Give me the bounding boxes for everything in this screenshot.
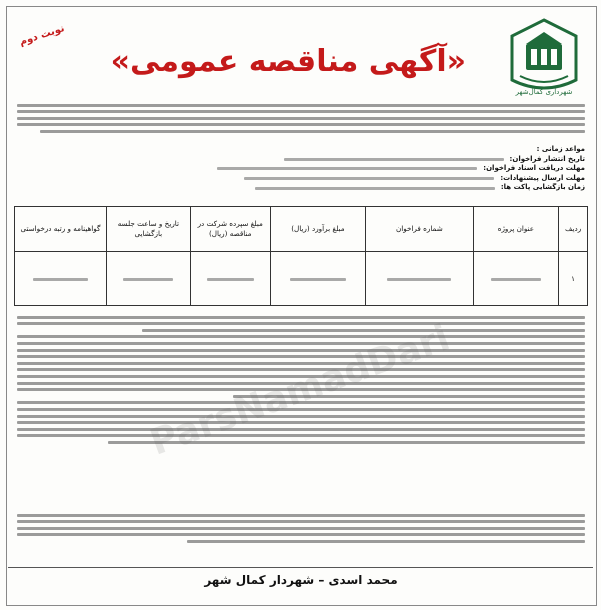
- notice-title: «آگهی مناقصه عمومی»: [110, 44, 466, 79]
- conditions-paragraph: [17, 312, 585, 447]
- publication-round: نوبت دوم: [18, 23, 66, 48]
- col-tender-number: شماره فراخوان: [366, 207, 473, 252]
- schedule-publish-date-value: [284, 158, 504, 161]
- schedule-section: [17, 145, 585, 193]
- footer-paragraph: [17, 510, 585, 547]
- schedule-bid-deadline: مهلت ارسال پیشنهادات:: [17, 174, 585, 184]
- mayor-signature: محمد اسدی – شهردار کمال شهر: [204, 573, 398, 587]
- schedule-publish-date: تاریخ انتشار فراخوان:: [17, 155, 585, 165]
- table-header-row: [15, 207, 588, 252]
- tender-table: [14, 206, 588, 306]
- schedule-bid-deadline-value: [244, 177, 494, 180]
- col-opening-date: تاریخ و ساعت جلسه بازگشایی: [106, 207, 190, 252]
- logo-caption: شهرداری کمال‌شهر: [515, 88, 573, 96]
- cell-tender-number: [366, 252, 473, 306]
- schedule-doc-deadline: مهلت دریافت اسناد فراخوان:: [17, 164, 585, 174]
- cell-row: ۱: [559, 252, 588, 306]
- col-row: ردیف: [559, 207, 588, 252]
- col-certificate: گواهینامه و رتبه درخواستی: [15, 207, 107, 252]
- schedule-opening-time: زمان بازگشایی پاکت ها:: [17, 183, 585, 193]
- footer-divider: [8, 567, 593, 568]
- cell-certificate: [15, 252, 107, 306]
- intro-paragraph: [17, 100, 585, 137]
- col-subject: عنوان پروژه: [473, 207, 559, 252]
- col-estimate: مبلغ برآورد (ریال): [270, 207, 366, 252]
- schedule-opening-time-value: [255, 187, 495, 190]
- col-deposit: مبلغ سپرده شرکت در مناقصه (ریال): [190, 207, 270, 252]
- cell-estimate: [270, 252, 366, 306]
- schedule-doc-deadline-value: [217, 167, 477, 170]
- schedule-heading: مواعد زمانی :: [536, 145, 585, 153]
- cell-opening-date: [106, 252, 190, 306]
- cell-deposit: [190, 252, 270, 306]
